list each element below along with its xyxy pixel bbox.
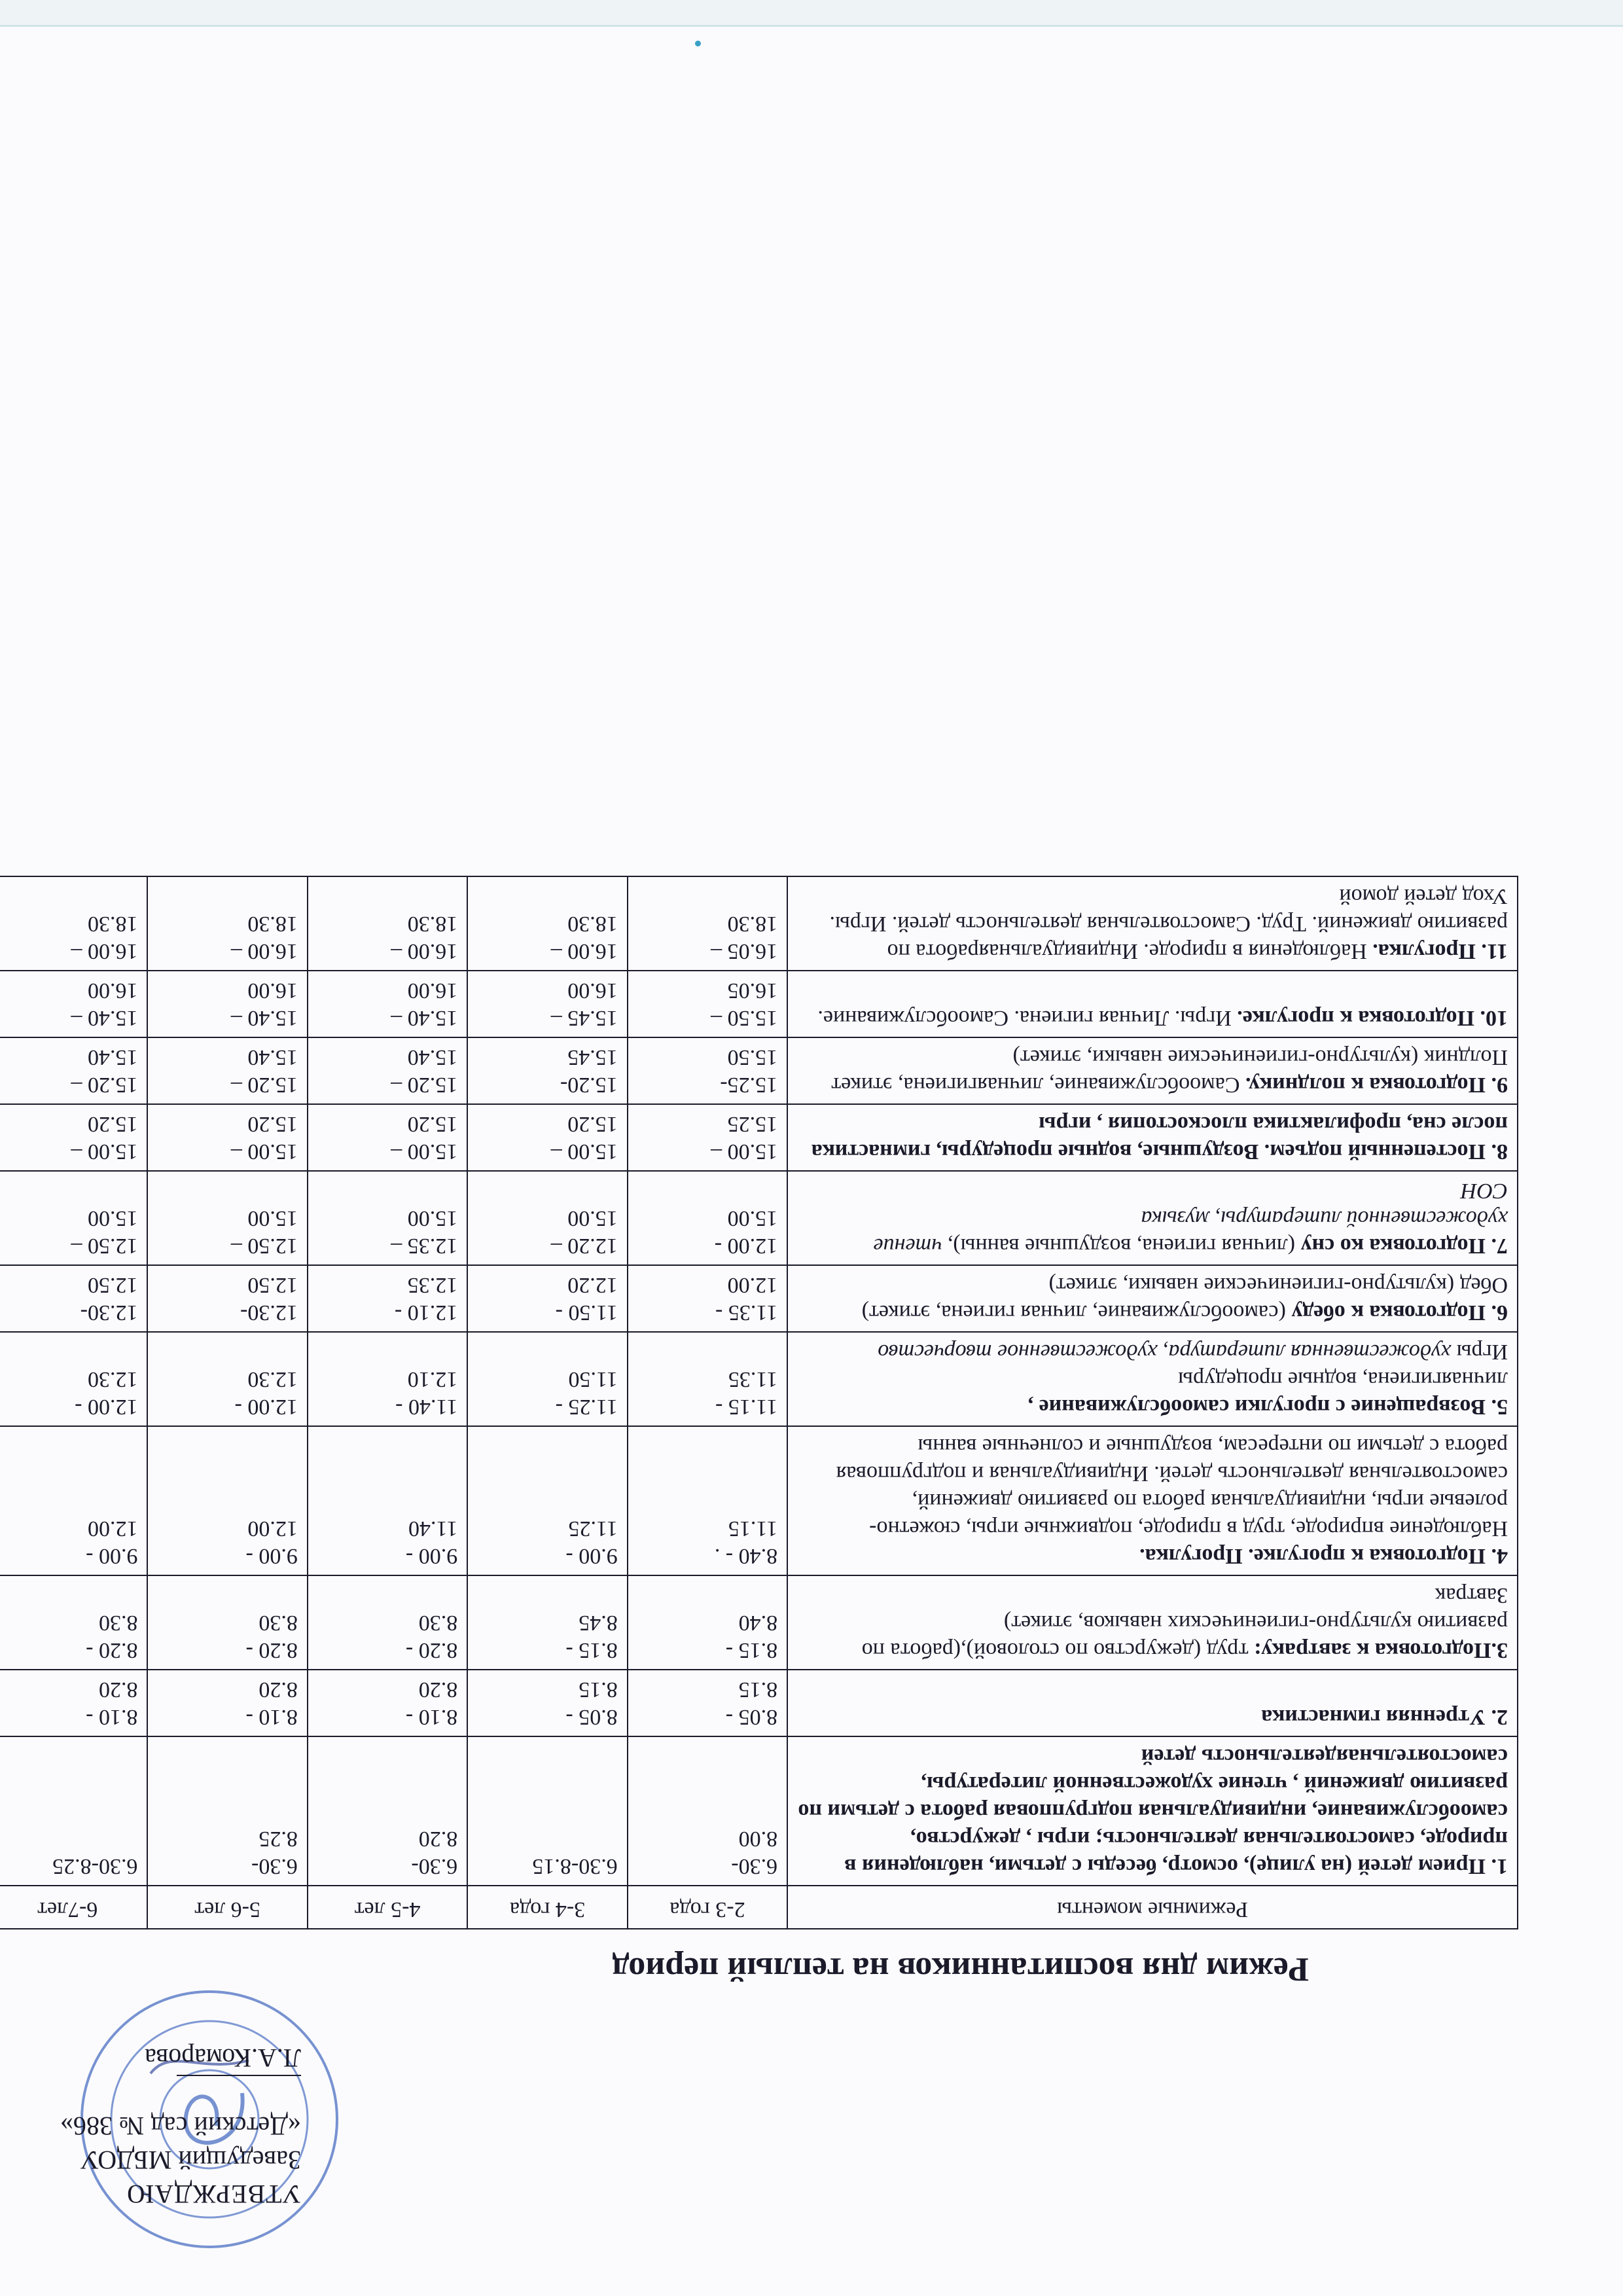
time-cell: 12.10 - 12.35 <box>308 1265 467 1332</box>
activity-cell <box>787 1265 1518 1332</box>
table-row <box>0 1670 1518 1736</box>
time-cell: 15.00 – 15.20 <box>147 1104 307 1171</box>
activity-description: личнаягигиена, водные процедуры Игры <box>1178 1340 1508 1391</box>
approval-organization: «Детский сад № 386» <box>60 2111 301 2141</box>
signature-line <box>177 2075 301 2102</box>
time-cell: 15.50 – 16.05 <box>628 971 787 1037</box>
approval-signature-row <box>26 2041 301 2109</box>
time-cell: 9.00 - 12.00 <box>147 1426 307 1575</box>
table-row <box>0 876 1518 971</box>
time-cell: 11.15 - 11.35 <box>628 1332 787 1426</box>
time-cell: 8.05 - 8.15 <box>467 1670 627 1736</box>
time-cell: 12.00 - 12.30 <box>0 1332 147 1426</box>
activity-heading: 1. Прием детей (на улице), осмотр, беседы с детьми, наблюдения в природе, самостоятельная деятельность; игры , дежурство, самообслуживание, индивидуальная подгрупповая работа с детьми по развитию движений , чтение художественной литературы, самостоятельнаядеятельность детей <box>798 1744 1508 1878</box>
table-row <box>0 1736 1518 1886</box>
activity-heading: 7. Подготовка ко сну <box>1300 1234 1508 1258</box>
time-cell: 11.25 - 11.50 <box>467 1332 627 1426</box>
table-row <box>0 1104 1518 1171</box>
time-cell: 15.00 – 15.20 <box>308 1104 467 1171</box>
header-age-3-4: 3-4 года <box>467 1886 627 1929</box>
time-cell: 11.50 - 12.20 <box>467 1265 627 1332</box>
time-cell: 8.20 - 8.30 <box>147 1575 307 1670</box>
time-cell: 16.00 – 18.30 <box>467 876 627 971</box>
activity-description: (самообслуживание, личная гигиена, этикет) Обед (культурно-гигиенические навыки, этикет) <box>861 1273 1508 1325</box>
time-cell: 15.40 – 16.00 <box>308 971 467 1037</box>
time-cell: 12.00 - 12.30 <box>147 1332 307 1426</box>
time-cell: 16.05 – 18.30 <box>628 876 787 971</box>
activity-cell <box>787 1104 1518 1171</box>
time-cell: 8.10 - 8.20 <box>147 1670 307 1736</box>
time-cell: 15.40 – 16.00 <box>0 971 147 1037</box>
table-row <box>0 971 1518 1037</box>
activity-heading: 9. Подготовка к полднику. <box>1245 1073 1508 1097</box>
activity-description: (личная гигиена, воздушные ванны), <box>942 1234 1301 1258</box>
time-cell: 8.10 - 8.20 <box>308 1670 467 1736</box>
time-cell: 8.20 - 8.30 <box>0 1575 147 1670</box>
time-cell: 8.15 - 8.45 <box>467 1575 627 1670</box>
table-row <box>0 1037 1518 1104</box>
table-body <box>0 876 1518 1886</box>
time-cell: 8.40 - . 11.15 <box>628 1426 787 1575</box>
approval-name: Л.А.Комарова <box>145 2043 301 2073</box>
activity-heading: 5. Возвращение с прогулки самообслуживание , <box>1027 1395 1508 1419</box>
schedule-table <box>0 876 1518 1929</box>
activity-cell <box>787 1575 1518 1670</box>
table-row <box>0 1332 1518 1426</box>
activity-cell <box>787 1037 1518 1104</box>
activity-description: Самообслуживание, личнаягигиена, этикет Полдник (культурно-гигиенические навыки, этикет) <box>831 1045 1508 1097</box>
header-age-4-5: 4-5 лет <box>308 1886 467 1929</box>
time-cell: 6.30-8.25 <box>0 1736 147 1886</box>
activity-heading: 4. Подготовка к прогулке. Прогулка. <box>1139 1544 1508 1568</box>
time-cell: 15.00 – 15.20 <box>0 1104 147 1171</box>
time-cell: 15.25- 15.50 <box>628 1037 787 1104</box>
activity-heading: 3.Подготовка к завтраку: <box>1254 1638 1508 1662</box>
time-cell: 15.40 – 16.00 <box>147 971 307 1037</box>
time-cell: 8.20 - 8.30 <box>308 1575 467 1670</box>
time-cell: 8.15 - 8.40 <box>628 1575 787 1670</box>
time-cell: 12.30- 12.50 <box>0 1265 147 1332</box>
table-header-row <box>0 1886 1518 1929</box>
time-cell: 12.20 – 15.00 <box>467 1171 627 1265</box>
activity-description: Игры. Личная гигиена. Самообслуживание. <box>817 1006 1238 1030</box>
time-cell: 6.30- 8.25 <box>147 1736 307 1886</box>
time-cell: 9.00 - 12.00 <box>0 1426 147 1575</box>
time-cell: 8.05 - 8.15 <box>628 1670 787 1736</box>
time-cell: 11.35 - 12.00 <box>628 1265 787 1332</box>
header-activity: Режимные моменты <box>787 1886 1518 1929</box>
table-row <box>0 1575 1518 1670</box>
time-cell: 15.20 – 15.40 <box>308 1037 467 1104</box>
approval-block <box>26 2041 301 2211</box>
activity-heading: 6. Подготовка к обеду <box>1291 1300 1508 1325</box>
activity-heading: 8. Постепенный подъем. Воздушные, водные процедуры, гимнастика после сна, профилактика плоскостопия , игры <box>811 1112 1508 1164</box>
table-row <box>0 1265 1518 1332</box>
activity-description: труд (дежурство по столовой),(работа по развитию культурно-гигиенических навыков, этикет) Завтрак <box>861 1583 1508 1662</box>
time-cell: 12.00 - 15.00 <box>628 1171 787 1265</box>
time-cell: 12.50 – 15.00 <box>147 1171 307 1265</box>
activity-heading: 11. Прогулка. <box>1372 939 1508 963</box>
time-cell: 15.45 – 16.00 <box>467 971 627 1037</box>
header-age-6-7: 6-7лет <box>0 1886 147 1929</box>
time-cell: 15.20- 15.45 <box>467 1037 627 1104</box>
time-cell: 15.00 – 15.25 <box>628 1104 787 1171</box>
activity-cell <box>787 1332 1518 1426</box>
activity-cell <box>787 1670 1518 1736</box>
table-row <box>0 1426 1518 1575</box>
time-cell: 9.00 - 11.40 <box>308 1426 467 1575</box>
time-cell: 8.10 - 8.20 <box>0 1670 147 1736</box>
approval-position: Заведущий МБДОУ <box>80 2145 301 2175</box>
time-cell: 6.30- 8.20 <box>308 1736 467 1886</box>
activity-description: Наблюдение вприроде, труд в природе, подвижные игры, сюжетно- ролевые игры, индивидуальная работа по развитию движений, самостоятельная деятельность детей. Индивидуальная и подгрупповая работа с детьми по интересам, воздушные и солнечные ванны <box>836 1434 1508 1541</box>
time-cell: 12.35 – 15.00 <box>308 1171 467 1265</box>
activity-cell <box>787 1171 1518 1265</box>
time-cell: 9.00 - 11.25 <box>467 1426 627 1575</box>
approval-title: УТВЕРЖДАЮ <box>126 2179 301 2209</box>
time-cell: 12.50 – 15.00 <box>0 1171 147 1265</box>
activity-italic-note: художественная литература, художественное творчество <box>878 1340 1457 1364</box>
activity-cell <box>787 1736 1518 1886</box>
activity-cell <box>787 971 1518 1037</box>
table-row <box>0 1171 1518 1265</box>
time-cell: 15.20 – 15.40 <box>0 1037 147 1104</box>
time-cell: 6.30-8.15 <box>467 1736 627 1886</box>
time-cell: 16.00 – 18.30 <box>308 876 467 971</box>
time-cell: 12.30- 12.50 <box>147 1265 307 1332</box>
activity-description: Наблюдения в природе. Индивидуальнаяработа по развитию движений. Труд. Самостоятельная деятельность детей. Игры. Уход детей домой <box>829 884 1508 963</box>
activity-heading: 2. Утренняя гимнастика <box>1261 1705 1508 1729</box>
activity-cell <box>787 876 1518 971</box>
time-cell: 16.00 – 18.30 <box>147 876 307 971</box>
document-title: Режим дня воспитанников на теплый период <box>612 1950 1309 1988</box>
activity-cell <box>787 1426 1518 1575</box>
header-age-2-3: 2-3 года <box>628 1886 787 1929</box>
time-cell: 6.30- 8.00 <box>628 1736 787 1886</box>
time-cell: 15.00 – 15.20 <box>467 1104 627 1171</box>
time-cell: 11.40 - 12.10 <box>308 1332 467 1426</box>
time-cell: 15.20 – 15.40 <box>147 1037 307 1104</box>
header-age-5-6: 5-6 лет <box>147 1886 307 1929</box>
activity-heading: 10. Подготовка к прогулке. <box>1237 1006 1508 1030</box>
time-cell: 16.00 – 18.30 <box>0 876 147 971</box>
activity-italic-note: чтение художественной литературы, музыка СОН <box>873 1179 1508 1258</box>
